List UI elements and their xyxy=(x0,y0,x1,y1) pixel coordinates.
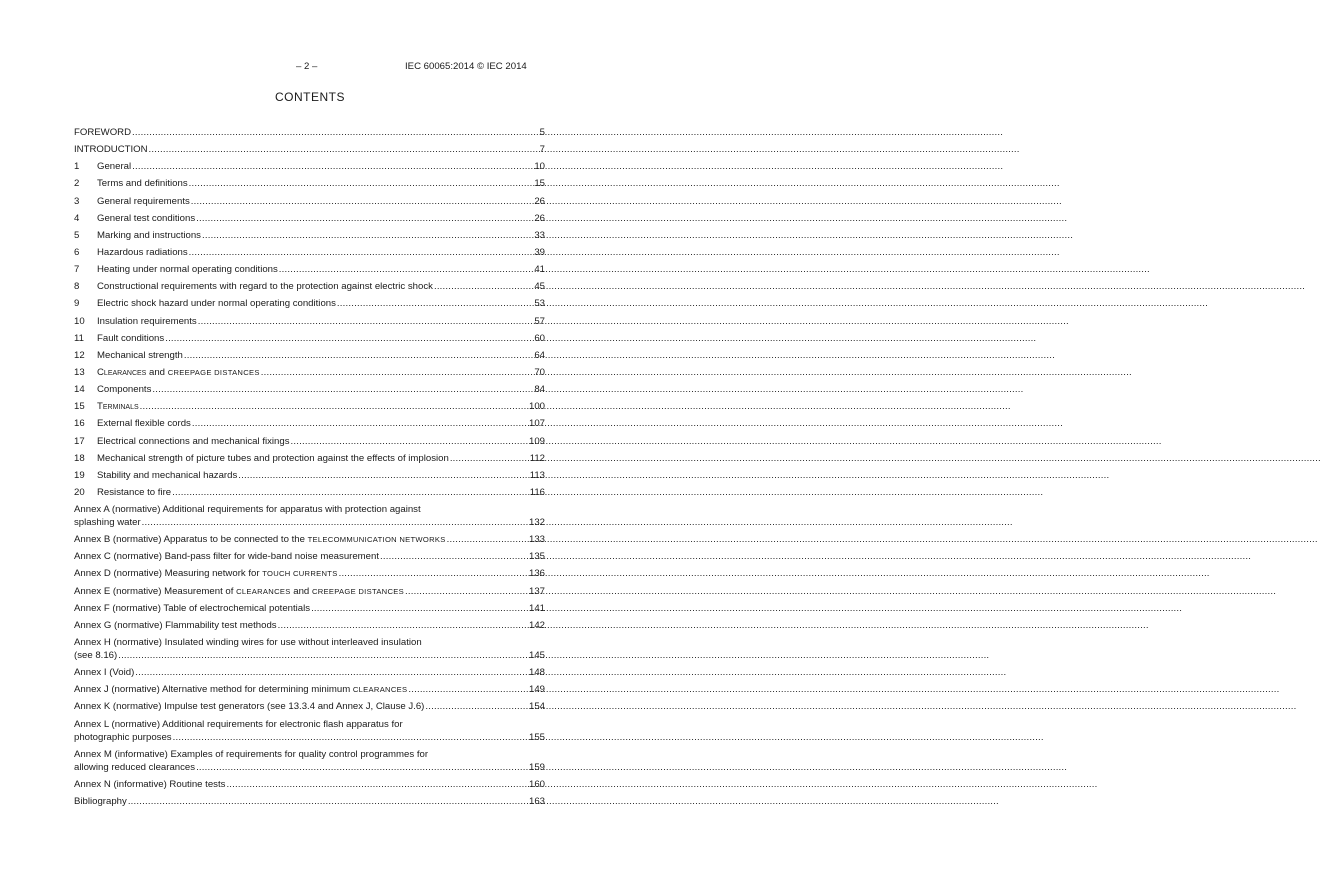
toc-entry-title: Electric shock hazard under normal operating conditions xyxy=(97,298,336,310)
toc-entry-title: Annex H (normative) Insulated winding wires for use without interleaved insulation xyxy=(74,637,422,649)
toc-entry-annex-e[interactable] xyxy=(74,585,545,602)
toc-entry-title: Terms and definitions xyxy=(97,178,188,190)
toc-entry-title: Mechanical strength xyxy=(97,349,183,361)
toc-entry-title: Electrical connections and mechanical fixings xyxy=(97,435,290,447)
toc-entry-clause-4[interactable] xyxy=(74,212,545,229)
toc-entry-title-cont: splashing water xyxy=(74,517,141,529)
dot-leader xyxy=(184,349,533,362)
toc-entry-title-cont: (see 8.16) xyxy=(74,650,118,662)
dot-leader xyxy=(447,533,528,546)
toc-entry-number: 10 xyxy=(74,315,85,327)
toc-entry-annex-k[interactable] xyxy=(74,700,545,717)
toc-entry-annex-f[interactable] xyxy=(74,602,545,619)
toc-entry-page: 26 xyxy=(534,195,545,207)
toc-entry-clause-13[interactable] xyxy=(74,366,545,383)
dot-leader xyxy=(261,366,534,379)
toc-entry-title-part: and xyxy=(146,366,168,378)
toc-entry-number: 16 xyxy=(74,418,85,430)
dot-leader xyxy=(278,619,528,632)
toc-entry-number: 4 xyxy=(74,212,80,224)
dot-leader xyxy=(118,649,528,662)
toc-entry-number: 20 xyxy=(74,486,85,498)
toc-entry-annex-m[interactable] xyxy=(74,748,545,774)
dot-leader xyxy=(132,126,539,139)
toc-entry-page: 109 xyxy=(528,435,545,447)
toc-entry-title: Resistance to fire xyxy=(97,486,172,498)
toc-entry-page: 39 xyxy=(534,246,545,258)
small-caps-term: CLEARANCES xyxy=(236,586,291,596)
toc-entry-introduction[interactable] xyxy=(74,143,545,160)
toc-entry-number: 8 xyxy=(74,281,80,293)
dot-leader xyxy=(339,567,528,580)
dot-leader xyxy=(142,516,528,529)
toc-entry-annex-i[interactable] xyxy=(74,666,545,683)
toc-entry-title: INTRODUCTION xyxy=(74,144,148,156)
toc-entry-title-part: Annex E (normative) Measurement of xyxy=(74,585,237,597)
dot-leader xyxy=(337,297,533,310)
dot-leader xyxy=(165,332,533,345)
toc-entry-title-part: and xyxy=(290,585,312,597)
toc-entry-title: Stability and mechanical hazards xyxy=(97,469,238,481)
toc-entry-clause-14[interactable] xyxy=(74,383,545,400)
dot-leader xyxy=(279,263,534,276)
toc-entry-page: 33 xyxy=(534,229,545,241)
toc-entry-foreword[interactable] xyxy=(74,126,545,143)
toc-entry-annex-h[interactable] xyxy=(74,636,545,662)
toc-entry-number: 19 xyxy=(74,469,85,481)
toc-entry-clause-7[interactable] xyxy=(74,263,545,280)
dot-leader xyxy=(140,400,528,413)
toc-entry-title xyxy=(74,683,407,696)
toc-entry-number: 6 xyxy=(74,246,80,258)
toc-entry-page: 149 xyxy=(528,684,545,696)
toc-entry-bibliography[interactable] xyxy=(74,795,545,812)
toc-entry-title: Terminals xyxy=(97,401,139,413)
toc-entry-number: 11 xyxy=(74,332,84,344)
dot-leader xyxy=(311,602,528,615)
toc-entry-clause-18[interactable] xyxy=(74,452,545,469)
toc-entry-clause-16[interactable] xyxy=(74,417,545,434)
toc-entry-title: Hazardous radiations xyxy=(97,246,188,258)
toc-entry-annex-a[interactable] xyxy=(74,503,545,529)
toc-entry-page: 60 xyxy=(534,332,545,344)
toc-entry-annex-c[interactable] xyxy=(74,550,545,567)
toc-entry-number: 15 xyxy=(74,401,85,413)
toc-entry-title: Annex N (informative) Routine tests xyxy=(74,778,226,790)
toc-entry-number: 13 xyxy=(74,366,85,378)
toc-entry-page: 154 xyxy=(528,701,545,713)
toc-entry-annex-b[interactable] xyxy=(74,533,545,550)
toc-entry-page: 7 xyxy=(539,144,545,156)
toc-entry-title: Bibliography xyxy=(74,795,127,807)
toc-entry-title: External flexible cords xyxy=(97,418,191,430)
toc-entry-annex-l[interactable] xyxy=(74,718,545,744)
toc-entry-title-cont: allowing reduced clearances xyxy=(74,761,196,773)
toc-entry-page: 160 xyxy=(528,778,545,790)
dot-leader xyxy=(291,435,528,448)
dot-leader xyxy=(192,417,528,430)
toc-entry-title xyxy=(74,585,404,598)
toc-entry-page: 53 xyxy=(534,298,545,310)
small-caps-term: Clearances xyxy=(97,366,147,378)
toc-entry-page: 57 xyxy=(534,315,545,327)
toc-entry-title: Annex L (normative) Additional requirements for electronic flash apparatus for xyxy=(74,718,403,730)
dot-leader xyxy=(173,731,528,744)
toc-entry-number: 12 xyxy=(74,349,85,361)
dot-leader xyxy=(191,195,534,208)
toc-entry-page: 148 xyxy=(528,667,545,679)
dot-leader xyxy=(408,683,528,696)
small-caps-term: TELECOMMUNICATION NETWORKS xyxy=(307,535,446,545)
toc-entry-clause-5[interactable] xyxy=(74,229,545,246)
toc-entry-number: 14 xyxy=(74,384,85,396)
dot-leader xyxy=(434,280,533,293)
toc-entry-title: General requirements xyxy=(97,195,190,207)
toc-entry-page: 116 xyxy=(529,486,545,498)
dot-leader xyxy=(450,452,529,465)
toc-entry-title-part: Annex B (normative) Apparatus to be connected to the xyxy=(74,534,308,546)
dot-leader xyxy=(128,795,528,808)
toc-entry-page: 26 xyxy=(534,212,545,224)
dot-leader xyxy=(196,761,528,774)
toc-entry-title: Annex A (normative) Additional requirements for apparatus with protection against xyxy=(74,504,421,516)
toc-entry-annex-j[interactable] xyxy=(74,683,545,700)
toc-entry-page: 15 xyxy=(534,178,545,190)
toc-entry-title: Insulation requirements xyxy=(97,315,197,327)
toc-entry-title-part: Annex D (normative) Measuring network for xyxy=(74,568,263,580)
toc-entry-page: 100 xyxy=(528,401,545,413)
toc-entry-page: 141 xyxy=(528,602,545,614)
toc-entry-page: 113 xyxy=(529,469,545,481)
toc-entry-page: 5 xyxy=(539,127,545,138)
toc-entry-title: Annex K (normative) Impulse test generators (see 13.3.4 and Annex J, Clause J.6) xyxy=(74,701,425,713)
toc-entry-title: Annex I (Void) xyxy=(74,667,135,679)
toc-entry-title-cont: photographic purposes xyxy=(74,731,172,743)
toc-entry-clause-11[interactable] xyxy=(74,332,545,349)
toc-entry-clause-10[interactable] xyxy=(74,315,545,332)
small-caps-term: TOUCH CURRENTS xyxy=(262,569,338,579)
toc-entry-page: 132 xyxy=(528,517,545,529)
toc-entry-title: Fault conditions xyxy=(97,332,165,344)
toc-entry-page: 70 xyxy=(534,366,545,378)
dot-leader xyxy=(172,486,529,499)
toc-entry-title: General xyxy=(97,161,132,173)
small-caps-term: CREEPAGE DISTANCES xyxy=(167,367,260,377)
toc-entry-title: Mechanical strength of picture tubes and protection against the effects of implosion xyxy=(97,452,449,464)
dot-leader xyxy=(226,778,528,791)
toc-entry-title: General test conditions xyxy=(97,212,196,224)
toc-entry-page: 84 xyxy=(534,384,545,396)
toc-entry-clause-12[interactable] xyxy=(74,349,545,366)
table-of-contents xyxy=(74,126,545,812)
small-caps-term: CREEPAGE DISTANCES xyxy=(311,586,404,596)
toc-entry-clause-8[interactable] xyxy=(74,280,545,297)
toc-entry-clause-6[interactable] xyxy=(74,246,545,263)
toc-entry-title: Annex M (informative) Examples of requirements for quality control programmes for xyxy=(74,748,429,760)
toc-entry-title: Annex G (normative) Flammability test methods xyxy=(74,619,277,631)
page-number: – 2 – xyxy=(296,61,318,72)
dot-leader xyxy=(149,143,539,156)
toc-entry-clause-15[interactable] xyxy=(74,400,545,417)
toc-entry-number: 1 xyxy=(74,161,80,173)
toc-entry-title: Heating under normal operating conditions xyxy=(97,264,278,276)
dot-leader xyxy=(405,585,528,598)
toc-entry-annex-g[interactable] xyxy=(74,619,545,636)
toc-entry-title: Components xyxy=(97,384,152,396)
toc-entry-title: Constructional requirements with regard to the protection against electric shock xyxy=(97,281,433,293)
dot-leader xyxy=(189,177,534,190)
toc-entry-clause-19[interactable] xyxy=(74,469,545,486)
toc-entry-clause-9[interactable] xyxy=(74,297,545,314)
toc-entry-page: 145 xyxy=(528,650,545,662)
toc-entry-number: 7 xyxy=(74,264,80,276)
toc-entry-page: 137 xyxy=(528,585,545,597)
standard-reference: IEC 60065:2014 © IEC 2014 xyxy=(405,61,527,72)
dot-leader xyxy=(152,383,533,396)
toc-entry-title: Marking and instructions xyxy=(97,229,201,241)
toc-entry-number: 2 xyxy=(74,178,80,190)
toc-entry-annex-d[interactable] xyxy=(74,567,545,584)
toc-entry-page: 45 xyxy=(534,281,545,293)
toc-entry-page: 159 xyxy=(528,761,545,773)
toc-entry-clause-1[interactable] xyxy=(74,160,545,177)
dot-leader xyxy=(238,469,528,482)
dot-leader xyxy=(196,212,533,225)
dot-leader xyxy=(202,229,533,242)
toc-entry-page: 142 xyxy=(528,619,545,631)
dot-leader xyxy=(380,550,528,563)
toc-entry-title xyxy=(97,366,260,379)
toc-entry-page: 107 xyxy=(528,418,545,430)
toc-entry-number: 17 xyxy=(74,435,85,447)
toc-entry-title: Annex F (normative) Table of electrochemical potentials xyxy=(74,602,311,614)
toc-entry-title xyxy=(74,567,338,580)
toc-entry-page: 163 xyxy=(528,795,545,807)
toc-entry-page: 64 xyxy=(534,349,545,361)
dot-leader xyxy=(132,160,533,173)
toc-entry-annex-n[interactable] xyxy=(74,778,545,795)
toc-entry-title xyxy=(74,533,446,546)
dot-leader xyxy=(189,246,534,259)
dot-leader xyxy=(135,666,528,679)
page-title: CONTENTS xyxy=(275,90,345,104)
toc-entry-title-part: Annex J (normative) Alternative method for determining minimum xyxy=(74,684,353,696)
toc-entry-page: 41 xyxy=(534,264,545,276)
dot-leader xyxy=(198,315,534,328)
dot-leader xyxy=(425,700,528,713)
toc-entry-page: 10 xyxy=(534,161,545,173)
toc-entry-number: 18 xyxy=(74,452,85,464)
toc-entry-page: 135 xyxy=(528,551,545,563)
toc-entry-number: 5 xyxy=(74,229,80,241)
toc-entry-page: 136 xyxy=(528,568,545,580)
small-caps-term: CLEARANCES xyxy=(352,685,408,695)
toc-entry-page: 112 xyxy=(529,452,545,464)
toc-entry-title: FOREWORD xyxy=(74,127,132,138)
toc-entry-clause-2[interactable] xyxy=(74,177,545,194)
toc-entry-page: 155 xyxy=(528,731,545,743)
toc-entry-page: 133 xyxy=(528,534,545,546)
toc-entry-clause-17[interactable] xyxy=(74,435,545,452)
toc-entry-number: 9 xyxy=(74,298,80,310)
toc-entry-clause-3[interactable] xyxy=(74,195,545,212)
toc-entry-number: 3 xyxy=(74,195,80,207)
toc-entry-title: Annex C (normative) Band-pass filter for wide-band noise measurement xyxy=(74,551,380,563)
toc-entry-clause-20[interactable] xyxy=(74,486,545,503)
